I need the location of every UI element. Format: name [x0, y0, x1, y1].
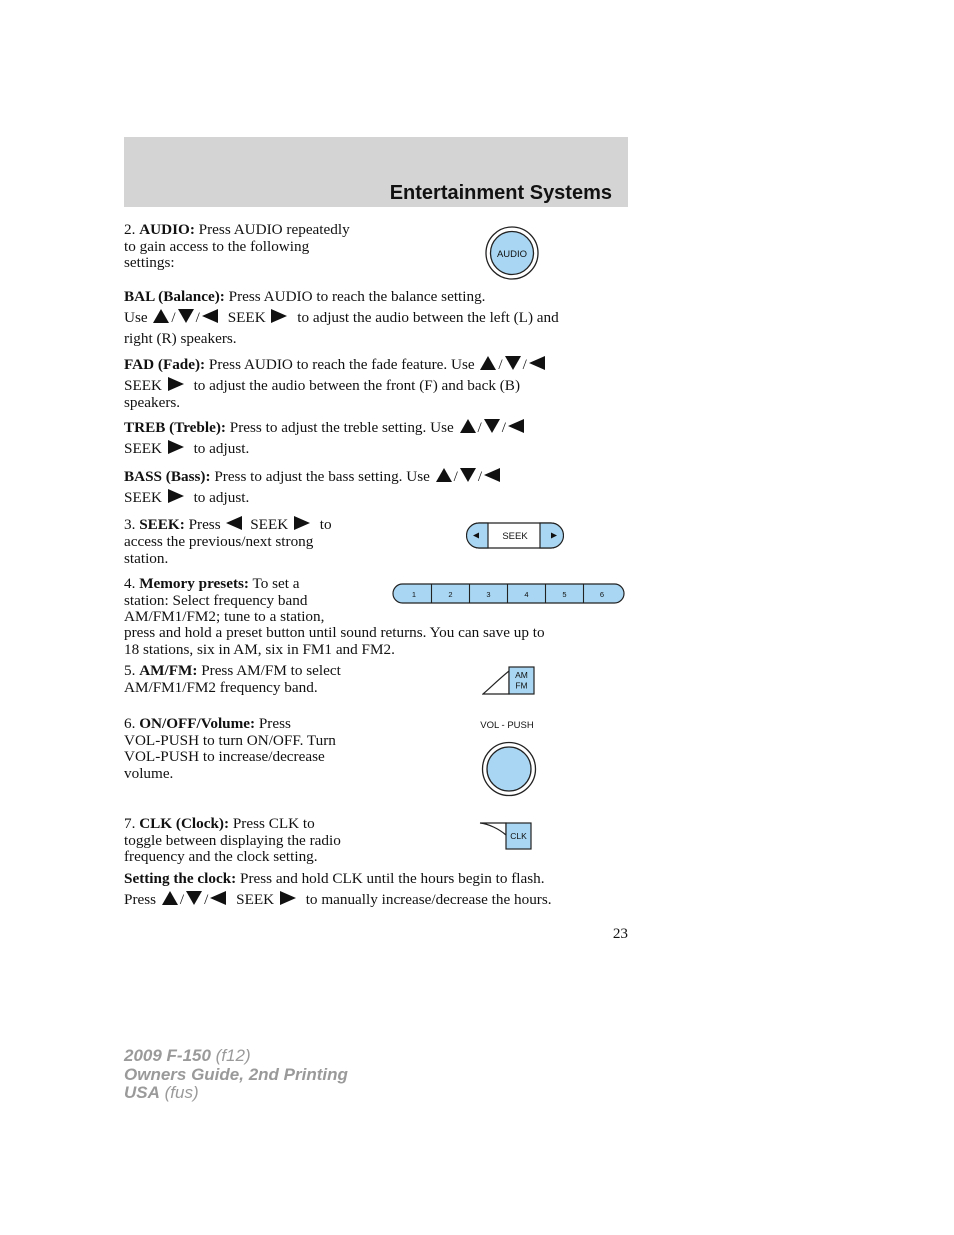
preset-6-button[interactable] — [600, 590, 604, 599]
item-text: to manually increase/decrease the hours. — [305, 891, 552, 908]
preset-label: 1 — [411, 590, 417, 599]
right-arrow-icon — [167, 376, 185, 392]
item-label: AUDIO: — [139, 221, 195, 238]
left-arrow-icon — [225, 515, 243, 531]
item-text: toggle between displaying the radio — [124, 831, 341, 849]
page-number: 23 — [612, 925, 628, 942]
seek-button[interactable] — [466, 522, 564, 550]
seek-item — [124, 514, 374, 567]
bal-item: BAL (Balance): Press AUDIO to reach the balance setting. Use / / SEEK to adjust the audio between the left (L) and right (R) speakers. — [124, 286, 624, 349]
right-arrow-icon — [279, 890, 297, 906]
up-arrow-icon — [459, 418, 477, 434]
item-text: Use — [124, 309, 148, 326]
audio-item — [124, 222, 374, 272]
item-text: Press AUDIO to reach the fade feature. Use — [205, 356, 475, 373]
item-label: AM/FM: — [139, 662, 198, 679]
item-text: to adjust the audio between the left (L) and — [297, 309, 559, 326]
item-text: frequency and the clock setting. — [124, 848, 318, 866]
preset-1-button[interactable] — [412, 590, 416, 599]
footer-model: 2009 F-150 — [124, 1046, 211, 1065]
preset-label: 4 — [524, 590, 529, 599]
clk-item — [124, 816, 384, 866]
down-arrow-icon — [483, 418, 501, 434]
item-text: station. — [124, 549, 169, 567]
memory-item-continued — [124, 625, 624, 658]
item-text: settings: — [124, 254, 175, 272]
item-text: Press — [124, 891, 157, 908]
preset-label: 3 — [486, 590, 491, 599]
item-text: to — [319, 516, 332, 533]
item-label: SEEK: — [139, 516, 185, 533]
preset-2-button[interactable] — [448, 590, 452, 599]
audio-button-label: AUDIO — [496, 249, 528, 260]
volume-knob-label: VOL - PUSH — [480, 720, 534, 731]
down-arrow-icon — [504, 355, 522, 371]
right-arrow-icon — [167, 488, 185, 504]
down-arrow-icon — [459, 467, 477, 483]
item-text: Press CLK to — [229, 815, 315, 832]
item-label: CLK (Clock): — [139, 815, 230, 832]
up-arrow-icon — [161, 890, 179, 906]
item-text: to adjust the audio between the front (F) and back (B) — [193, 377, 520, 394]
amfm-button-label-am: AM — [515, 670, 528, 680]
preset-buttons — [392, 583, 626, 605]
down-arrow-icon — [185, 890, 203, 906]
preset-3-button[interactable] — [486, 590, 490, 599]
item-text: Press AM/FM to select — [197, 662, 341, 679]
seek-text: SEEK — [250, 516, 289, 533]
item-label: BASS (Bass): — [124, 468, 211, 485]
left-arrow-icon — [528, 355, 546, 371]
footer-guide: Owners Guide, 2nd Printing — [124, 1064, 348, 1084]
item-text: to adjust. — [193, 489, 250, 506]
audio-button[interactable] — [485, 226, 541, 282]
section-header — [124, 137, 628, 207]
item-text: right (R) speakers. — [124, 330, 237, 347]
preset-5-button[interactable] — [562, 590, 566, 599]
footer — [124, 1047, 348, 1103]
seek-button-label: SEEK — [502, 531, 528, 542]
item-text: Press and hold CLK until the hours begin to flash. — [236, 870, 545, 887]
right-arrow-icon — [167, 439, 185, 455]
up-arrow-icon — [479, 355, 497, 371]
left-arrow-icon — [209, 890, 227, 906]
right-arrow-icon — [270, 308, 288, 324]
item-label: Memory presets: — [139, 575, 249, 592]
item-text: to gain access to the following — [124, 237, 310, 255]
preset-label: 2 — [448, 590, 453, 599]
item-label: TREB (Treble): — [124, 419, 226, 436]
preset-label: 5 — [562, 590, 567, 599]
item-text: VOL-PUSH to turn ON/OFF. Turn — [124, 731, 336, 749]
amfm-button[interactable] — [482, 666, 536, 696]
item-text: speakers. — [124, 394, 181, 411]
item-text: Press to adjust the treble setting. Use — [225, 419, 454, 436]
up-arrow-icon — [152, 308, 170, 324]
item-text: access the previous/next strong — [124, 533, 314, 550]
seek-text: SEEK — [227, 309, 266, 326]
left-arrow-icon — [507, 418, 525, 434]
treb-item: TREB (Treble): Press to adjust the treble setting. Use / / SEEK to adjust. — [124, 417, 624, 459]
item-text: volume. — [124, 764, 174, 782]
bass-item: BASS (Bass): Press to adjust the bass setting. Use / / SEEK to adjust. — [124, 466, 624, 508]
item-text: Press to adjust the bass setting. Use — [210, 468, 430, 485]
preset-4-button[interactable] — [524, 590, 528, 599]
amfm-item — [124, 663, 384, 696]
memory-item — [124, 576, 384, 626]
item-text: Press — [255, 715, 291, 732]
clk-button[interactable] — [479, 821, 533, 851]
item-text: AM/FM1/FM2 frequency band. — [124, 678, 318, 696]
item-text: 18 stations, six in AM, six in FM1 and FM2. — [124, 640, 395, 658]
clk-button-label: CLK — [510, 831, 527, 841]
footer-region-code: (fus) — [159, 1083, 199, 1102]
left-arrow-icon — [201, 308, 219, 324]
amfm-button-label-fm: FM — [515, 680, 528, 691]
item-number: 4. — [124, 575, 136, 592]
volume-item — [124, 716, 374, 782]
item-number: 7. — [124, 815, 136, 832]
footer-code: (f12) — [210, 1046, 251, 1065]
item-text: Press — [188, 516, 221, 533]
item-number: 2. — [124, 221, 136, 238]
item-label: Setting the clock: — [124, 870, 237, 887]
seek-text: SEEK — [124, 440, 162, 457]
item-number: 3. — [124, 516, 136, 533]
seek-text: SEEK — [124, 489, 162, 506]
fad-item: FAD (Fade): Press AUDIO to reach the fade feature. Use / / SEEK to adjust the audio between the front (F) and back (B) speakers. — [124, 354, 624, 410]
item-text: Press AUDIO to reach the balance setting. — [224, 288, 486, 305]
item-text: press and hold a preset button until sound returns. You can save up to — [124, 624, 545, 641]
section-title: Entertainment Systems — [389, 182, 612, 205]
volume-knob[interactable] — [481, 741, 537, 797]
item-label: BAL (Balance): — [124, 288, 225, 305]
item-text: Press AUDIO repeatedly — [198, 221, 350, 238]
item-number: 5. — [124, 662, 136, 679]
item-label: ON/OFF/Volume: — [139, 715, 256, 732]
item-text: AM/FM1/FM2; tune to a station, — [124, 608, 325, 626]
set-clock-item: Setting the clock: Press and hold CLK until the hours begin to flash. Press / / SEEK to manually increase/decrease the hours. — [124, 870, 552, 908]
item-label: FAD (Fade): — [124, 356, 206, 373]
left-arrow-icon — [483, 467, 501, 483]
item-text: VOL-PUSH to increase/decrease — [124, 748, 325, 766]
item-text: station: Select frequency band — [124, 591, 308, 609]
footer-region: USA — [124, 1083, 160, 1102]
up-arrow-icon — [435, 467, 453, 483]
item-text: to adjust. — [193, 440, 250, 457]
seek-text: SEEK — [236, 891, 275, 908]
preset-label: 6 — [599, 590, 605, 599]
item-number: 6. — [124, 715, 136, 732]
item-text: To set a — [248, 575, 300, 592]
seek-text: SEEK — [124, 377, 162, 394]
right-arrow-icon — [293, 515, 311, 531]
down-arrow-icon — [177, 308, 195, 324]
